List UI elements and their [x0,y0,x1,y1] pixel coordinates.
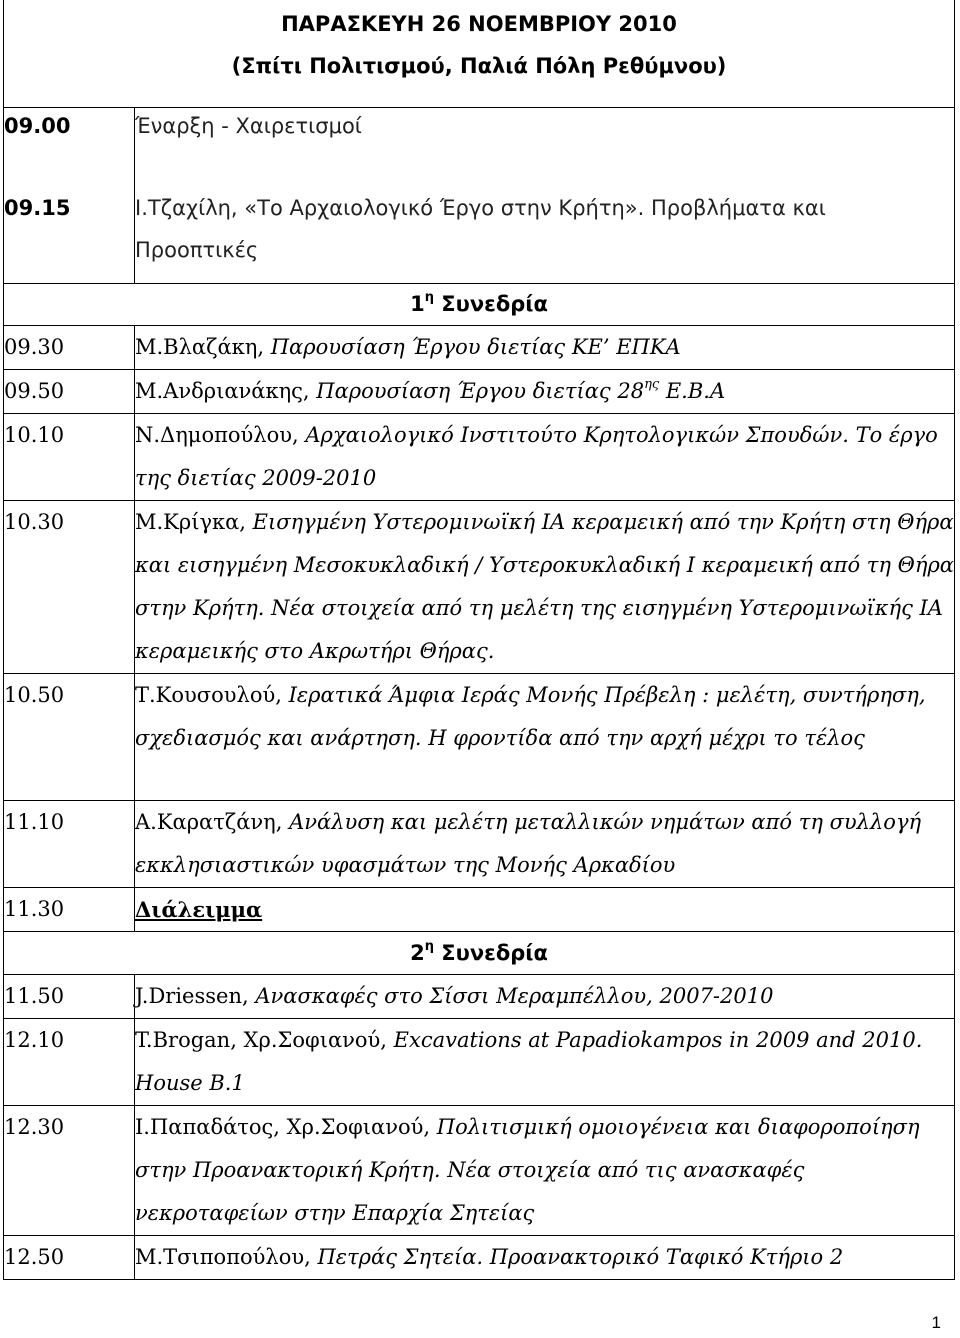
talk-title: Πολιτισμική ομοιογένεια και διαφοροποίηση στην Προανακτορική Κρήτη. Νέα στοιχεία από τις ανασκαφές νεκροταφείων στην Επαρχία Σητείας [135,1115,920,1225]
header-row [4,0,955,108]
schedule-row [4,674,955,801]
time-label: 12.50 [4,1236,135,1280]
schedule-row [4,975,955,1019]
author: Ν.Δημοπούλου, [135,423,306,447]
session-heading-row [4,932,955,975]
talk-title: Ανάλυση και μελέτη μεταλλικών νημάτων από τη συλλογή εκκλησιαστικών υφασμάτων της Μονής Αρκαδίου [135,810,922,877]
page-number: 1 [931,1313,941,1332]
schedule-row [4,801,955,888]
time-label: 11.10 [4,801,135,888]
author: Ι.Παπαδάτος, Χρ.Σοφιανού, [135,1115,437,1139]
author: Μ.Ανδριανάκης, [135,379,317,403]
author: Τ.Κουσουλού, [135,683,289,707]
schedule-row [4,1019,955,1106]
talk-title: Πετράς Σητεία. Προανακτορικό Ταφικό Κτήριο 2 [317,1245,844,1269]
session-ordinal: η [424,939,434,954]
time-label: 09.50 [4,370,135,414]
author: J.Driessen, [135,984,256,1008]
time-label: 09.00 [4,114,71,138]
opening-text: Ι.Τζαχίλη, «Το Αρχαιολογικό Έργο στην Κρήτη». Προβλήματα και Προοπτικές [135,195,826,262]
talk-title: Εισηγμένη Υστερομινωϊκή ΙΑ κεραμεική από την Κρήτη στη Θήρα και εισηγμένη Μεσοκυκλαδική / Υστεροκυκλαδική Ι κεραμεική από τη Θήρα στην Κρήτη. Νέα στοιχεία από τη μελέτη της εισηγμένη Υστερομινωϊκής ΙΑ κεραμεικής στο Ακρωτήρι Θήρας. [135,510,954,663]
session-number: 2 [410,941,425,965]
talk-title: Αρχαιολογικό Ινστιτούτο Κρητολογικών Σπουδών. Το έργο της διετίας 2009-2010 [135,423,938,490]
author: T.Brogan, Χρ.Σοφιανού, [135,1028,394,1052]
session-label: Συνεδρία [441,941,548,965]
author: Μ.Τσιποπούλου, [135,1245,318,1269]
venue-heading: (Σπίτι Πολιτισμού, Παλιά Πόλη Ρεθύμνου) [231,54,727,78]
author: Μ.Βλαζάκη, [135,335,271,359]
schedule-row [4,501,955,674]
session-label: Συνεδρία [441,292,548,316]
schedule-row [4,1106,955,1236]
time-label: 09.15 [4,195,71,220]
talk-title-sup: ης [644,377,660,392]
talk-title [316,379,725,403]
opening-row [4,194,955,284]
talk-title-main: Παρουσίαση Έργου διετίας 28 [316,379,645,403]
talk-title: Παρουσίαση Έργου διετίας ΚΕ’ ΕΠΚΑ [270,335,681,359]
schedule-row [4,414,955,501]
schedule-row [4,1236,955,1280]
schedule-row [4,370,955,414]
talk-title: Ανασκαφές στο Σίσσι Μεραμπέλλου, 2007-2010 [255,984,774,1008]
opening-text: Έναρξη - Χαιρετισμοί [135,114,362,138]
author: Α.Καρατζάνη, [135,810,290,834]
time-label: 10.10 [4,414,135,501]
time-label: 11.50 [4,975,135,1019]
opening-row [4,108,955,194]
author: Μ.Κρίγκα, [135,510,253,534]
talk-title: Excavations at Papadiokampos in 2009 and 2010. House B.1 [135,1028,923,1095]
session-heading-row [4,284,955,326]
date-heading: ΠΑΡΑΣΚΕΥΗ 26 ΝΟΕΜΒΡΙΟΥ 2010 [281,12,677,36]
time-label: 12.30 [4,1106,135,1236]
talk-title-tail: Ε.Β.Α [659,379,726,403]
time-label: 10.50 [4,674,135,801]
schedule-row [4,326,955,370]
time-label: 12.10 [4,1019,135,1106]
time-label: 09.30 [4,326,135,370]
session-heading [410,941,548,965]
time-label: 10.30 [4,501,135,674]
break-label: Διάλειμμα [135,897,263,922]
talk-title: Ιερατικά Άμφια Ιεράς Μονής Πρέβελη : μελέτη, συντήρηση, σχεδιασμός και ανάρτηση. Η φροντίδα από την αρχή μέχρι το τέλος [135,683,926,750]
session-ordinal: η [424,290,434,305]
session-heading [410,292,548,316]
session-number: 1 [410,292,425,316]
break-row [4,888,955,932]
program-table [3,0,955,1280]
time-label: 11.30 [4,888,135,932]
